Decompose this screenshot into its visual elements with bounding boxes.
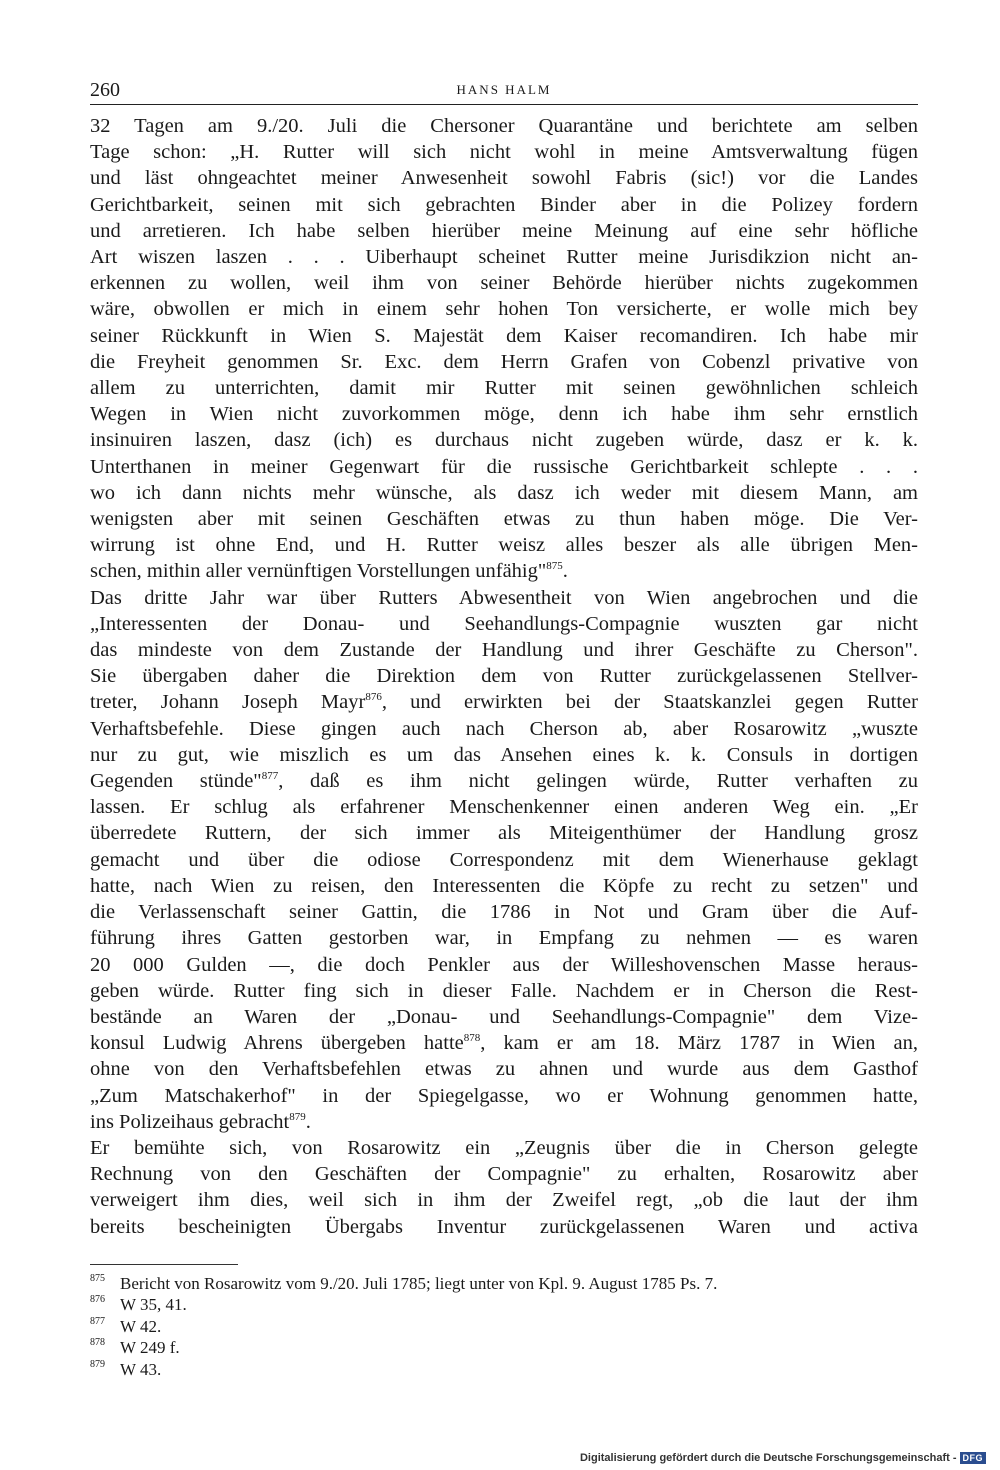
text-line: 20 000 Gulden —, die doch Penkler aus der Willeshovenschen Masse heraus- xyxy=(90,953,918,976)
body-text xyxy=(90,113,918,1240)
text-segment: , daß es ihm nicht gelingen würde, Rutter verhaften zu xyxy=(278,770,918,793)
text-line: geben würde. Rutter fing sich in dieser Falle. Nachdem er in Cherson die Rest- xyxy=(90,979,918,1002)
text-line: erkennen zu wollen, weil ihm von seiner Behörde hierüber nichts zugekommen xyxy=(90,272,918,295)
text-line xyxy=(90,1030,918,1056)
text-line: lassen. Er schlug als erfahrener Menschenkenner einen anderen Weg ein. „Er xyxy=(90,796,918,819)
text-segment: schen, mithin aller vernünftigen Vorstellungen unfähig" xyxy=(90,560,547,583)
text-line: das mindeste von dem Zustande der Handlung und ihrer Geschäfte zu Cherson". xyxy=(90,639,918,662)
text-line: Wegen in Wien nicht zuvorkommen möge, denn ich habe ihm sehr ernstlich xyxy=(90,403,918,426)
footnote xyxy=(90,1359,918,1381)
footnote-number-text: 879 xyxy=(90,1358,105,1370)
footnote-number-text: 878 xyxy=(90,1337,105,1349)
footnote-ref-878[interactable]: 878 xyxy=(463,1032,481,1045)
text-line: ohne von den Verhaftsbefehlen etwas zu ahnen und wurde aus dem Gasthof xyxy=(90,1058,918,1081)
footnote-number xyxy=(90,1359,120,1381)
text-line: Gerichtbarkeit, seinen mit sich gebrachten Binder aber in die Polizey fordern xyxy=(90,193,918,216)
footnote-separator xyxy=(90,1264,238,1269)
text-line: bereits bescheinigten Übergabs Inventur zurückgelassenen Waren und activa xyxy=(90,1215,918,1238)
text-segment: . xyxy=(562,560,568,583)
text-line: wo ich dann nichts mehr wünsche, als dasz ich weder mit diesem Mann, am xyxy=(90,481,918,504)
text-line: die Verlassenschaft seiner Gattin, die 1786 in Not und Gram über die Auf- xyxy=(90,901,918,924)
footnote-number xyxy=(90,1316,120,1338)
text-segment: , kam er am 18. März 1787 in Wien an, xyxy=(480,1032,918,1055)
text-line: „Interessenten der Donau- und Seehandlungs-Compagnie wuszten gar nicht xyxy=(90,612,918,635)
document-page xyxy=(90,78,918,1380)
text-line: allem zu unterrichten, damit mir Rutter mit seinen gewöhnlichen schleich xyxy=(90,377,918,400)
text-line: wirrung ist ohne End, und H. Rutter weisz alles beszer als alle übrigen Men- xyxy=(90,534,918,557)
footnote xyxy=(90,1273,918,1295)
dfg-logo: DFG xyxy=(960,1452,987,1464)
footnote-text: W 249 f. xyxy=(120,1338,180,1358)
text-line: Unterthanen in meiner Gegenwart für die russische Gerichtbarkeit schlepte . . . xyxy=(90,455,918,478)
footnote-text: W 43. xyxy=(120,1359,162,1379)
text-line xyxy=(90,689,918,715)
footnote-text: Bericht von Rosarowitz vom 9./20. Juli 1785; liegt unter von Kpl. 9. August 1785 Ps. 7. xyxy=(120,1273,718,1293)
text-line xyxy=(90,1109,918,1135)
footnote xyxy=(90,1294,918,1316)
page-number: 260 xyxy=(90,79,120,101)
footnote xyxy=(90,1337,918,1359)
text-line: verweigert ihm dies, weil sich in ihm der Zweifel regt, „ob die laut der ihm xyxy=(90,1189,918,1212)
footnote-number xyxy=(90,1273,120,1295)
text-line: führung ihres Gatten gestorben war, in Empfang zu nehmen — es waren xyxy=(90,927,918,950)
text-line xyxy=(90,558,918,584)
text-line: Tage schon: „H. Rutter will sich nicht wohl in meine Amtsverwaltung fügen xyxy=(90,141,918,164)
page-header xyxy=(90,78,918,105)
text-line: Er bemühte sich, von Rosarowitz ein „Zeugnis über die in Cherson gelegte xyxy=(90,1136,918,1159)
footnote-ref-876[interactable]: 876 xyxy=(365,691,382,704)
footnote-list xyxy=(90,1273,918,1381)
footnote-number-text: 876 xyxy=(90,1294,105,1306)
text-line: Rechnung von den Geschäften der Compagnie" zu erhalten, Rosarowitz aber xyxy=(90,1163,918,1186)
text-line: Art wiszen laszen . . . Uiberhaupt scheinet Rutter meine Jurisdikzion nicht an- xyxy=(90,246,918,269)
text-line: gemacht und über die odiose Correspondenz mit dem Wienerhause geklagt xyxy=(90,848,918,871)
text-line: Verhaftsbefehle. Diese gingen auch nach Cherson ab, aber Rosarowitz „wuszte xyxy=(90,717,918,740)
credit-text: Digitalisierung gefördert durch die Deutsche Forschungsgemeinschaft - xyxy=(579,1452,957,1464)
text-line: wäre, obwollen er mich in einem sehr hohen Ton versicherte, er wolle mich bey xyxy=(90,298,918,321)
text-line: überredete Ruttern, der sich immer als Miteigenthümer der Handlung grosz xyxy=(90,822,918,845)
text-line xyxy=(90,768,918,794)
text-line: Das dritte Jahr war über Rutters Abwesentheit von Wien angebrochen und die xyxy=(90,586,918,609)
text-line: „Zum Matschakerhof" in der Spiegelgasse, wo er Wohnung genommen hatte, xyxy=(90,1084,918,1107)
text-segment: , und erwirkten bei der Staatskanzlei gegen Rutter xyxy=(381,691,918,714)
text-line: insinuiren laszen, dasz (ich) es durchaus nicht zugeben würde, dasz er k. k. xyxy=(90,429,918,452)
text-line: hatte, nach Wien zu reisen, den Interessenten die Köpfe zu recht zu setzen" und xyxy=(90,874,918,897)
text-line: bestände an Waren der „Donau- und Seehandlungs-Compagnie" dem Vize- xyxy=(90,1005,918,1028)
text-segment: Gegenden stünde" xyxy=(90,770,262,793)
text-segment: ins Polizeihaus gebracht xyxy=(90,1110,290,1133)
footnote-ref-875[interactable]: 875 xyxy=(546,560,563,573)
text-line: seiner Rückkunft in Wien S. Majestät dem Kaiser recomandiren. Ich habe mir xyxy=(90,324,918,347)
running-head: HANS HALM xyxy=(456,82,552,97)
text-line: wenigsten aber mit seinen Geschäften etwas zu thun haben möge. Die Ver- xyxy=(90,508,918,531)
footnote-ref-877[interactable]: 877 xyxy=(261,770,279,783)
text-line: und arretieren. Ich habe selben hierüber meine Meinung auf eine sehr höfliche xyxy=(90,219,918,242)
footnote-text: W 42. xyxy=(120,1316,162,1336)
footnote-number xyxy=(90,1294,120,1316)
text-line: die Freyheit genommen Sr. Exc. dem Herrn Grafen von Cobenzl privative von xyxy=(90,350,918,373)
footnote-ref-879[interactable]: 879 xyxy=(289,1110,306,1123)
text-segment: konsul Ludwig Ahrens übergeben hatte xyxy=(90,1032,464,1055)
text-segment: . xyxy=(305,1110,311,1133)
footnote-text: W 35, 41. xyxy=(120,1295,187,1315)
footnote xyxy=(90,1316,918,1338)
text-line: und läst ohngeachtet meiner Anwesenheit sowohl Fabris (sic!) vor die Landes xyxy=(90,167,918,190)
text-line: nur zu gut, wie miszlich es um das Ansehen eines k. k. Consuls in dortigen xyxy=(90,743,918,766)
text-line: 32 Tagen am 9./20. Juli die Chersoner Quarantäne und berichtete am selben xyxy=(90,115,918,137)
footnote-number-text: 877 xyxy=(90,1315,105,1327)
digitization-credit xyxy=(580,1452,986,1464)
footnote-number xyxy=(90,1337,120,1359)
footnote-number-text: 875 xyxy=(90,1272,105,1284)
text-segment: treter, Johann Joseph Mayr xyxy=(90,691,366,714)
text-line: Sie übergaben daher die Direktion dem von Rutter zurückgelassenen Stellver- xyxy=(90,665,918,688)
